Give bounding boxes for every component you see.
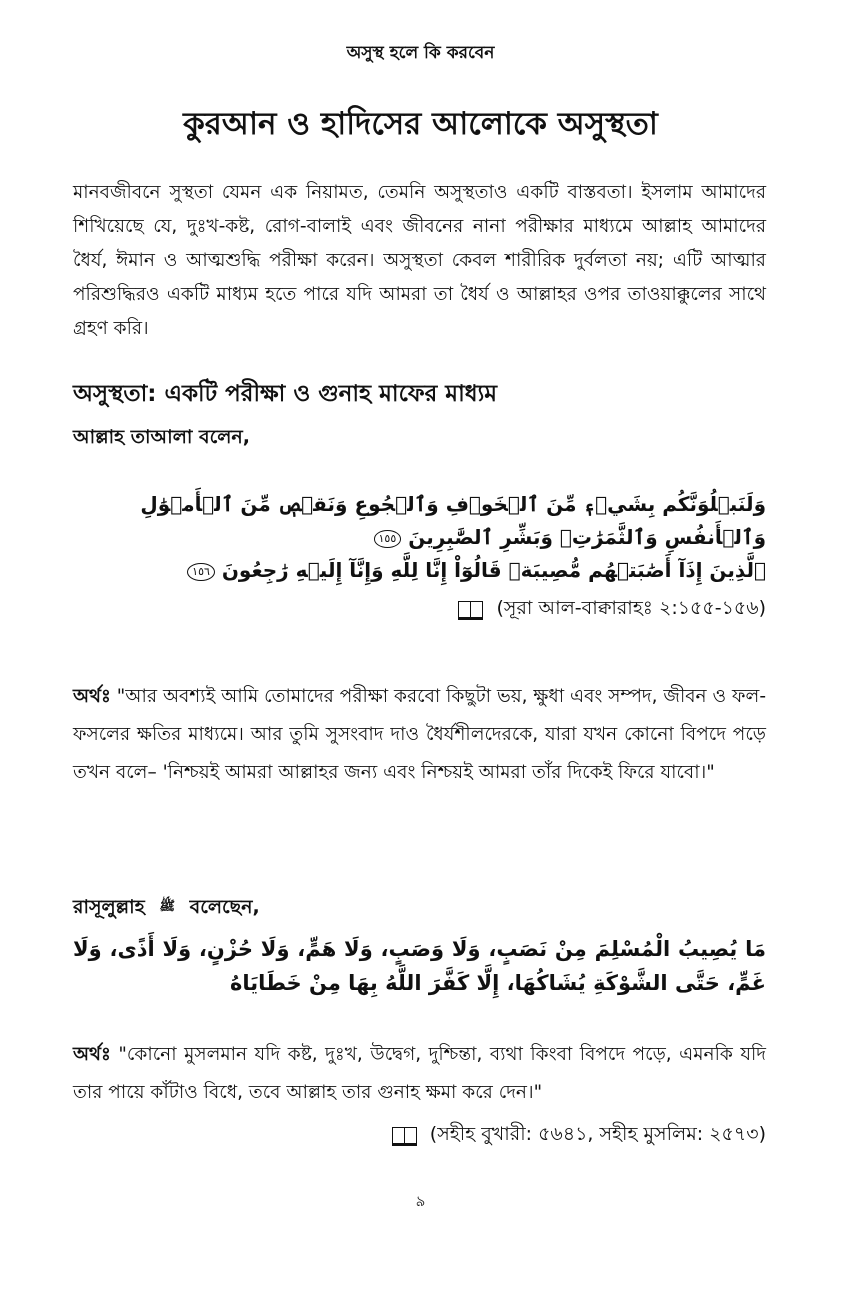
- book-icon: [458, 601, 484, 620]
- hadith-speaker: [73, 893, 260, 925]
- section-heading: অসুস্থতা: একটি পরীক্ষা ও গুনাহ মাফের মাধ্যম: [73, 381, 498, 407]
- quran-verse-156: ٱلَّذِينَ إِذَآ أَصَٰبَتۡهُم مُّصِيبَةٞ قَالُوٓاْ إِنَّا لِلَّهِ وَإِنَّآ إِلَيۡهِ رَٰجِعُونَ: [221, 558, 766, 582]
- intro-paragraph: মানবজীবনে সুস্থতা যেমন এক নিয়ামত, তেমনি অসুস্থতাও একটি বাস্তবতা। ইসলাম আমাদের শিখিয়েছে যে, দুঃখ-কষ্ট, রোগ-বালাই এবং জীবনের নানা পরীক্ষার মাধ্যমে আল্লাহ আমাদের ধৈর্য, ঈমান ও আত্মশুদ্ধি পরীক্ষা করেন। অসুস্থতা কেবল শারীরিক দুর্বলতা নয়; এটি আত্মার পরিশুদ্ধিরও একটি মাধ্যম হতে পারে যদি আমরা তা ধৈর্য ও আল্লাহর ওপর তাওয়াক্কুলের সাথে গ্রহণ করি।: [73, 182, 766, 339]
- hadith-speaker-prefix: রাসূলুল্লাহ: [73, 896, 145, 918]
- hadith-reference: [392, 1120, 766, 1152]
- quran-verse-155: وَلَنَبۡلُوَنَّكُم بِشَيۡءٖ مِّنَ ٱلۡخَوۡفِ وَٱلۡجُوعِ وَنَقۡصٖ مِّنَ ٱلۡأَمۡوَٰلِ وَٱلۡأَنفُسِ وَٱلثَّمَرَٰتِۗ وَبَشِّرِ ٱلصَّٰبِرِينَ: [140, 492, 766, 549]
- quran-speaker: আল্লাহ তাআলা বলেন,: [73, 426, 250, 448]
- quran-reference-text: (সূরা আল-বাক্বারাহঃ ২:১৫৫-১৫৬): [496, 597, 766, 619]
- hadith-translation: [73, 1036, 766, 1112]
- hadith-arabic: مَا يُصِيبُ الْمُسْلِمَ مِنْ نَصَبٍ، وَلَا وَصَبٍ، وَلَا هَمٍّ، وَلَا حُزْنٍ، وَلَا أَذًى، وَلَا غَمٍّ، حَتَّى الشَّوْكَةِ يُشَاكُهَا، إِلَّا كَفَّرَ اللَّهُ بِهَا مِنْ خَطَايَاهُ: [73, 937, 766, 995]
- book-icon: [392, 1127, 418, 1146]
- hadith-translation-text: "কোনো মুসলমান যদি কষ্ট, দুঃখ, উদ্বেগ, দুশ্চিন্তা, ব্যথা কিংবা বিপদে পড়ে, এমনকি যদি তার পায়ে কাঁটাও বিধে, তবে আল্লাহ তার গুনাহ ক্ষমা করে দেন।": [73, 1044, 766, 1103]
- ayah-number-155: ١٥٥: [374, 530, 402, 548]
- page-title: কুরআন ও হাদিসের আলোকে অসুস্থতা: [183, 106, 658, 142]
- hadith-speaker-suffix: বলেছেন,: [189, 896, 260, 918]
- page-number: ৯: [415, 1192, 426, 1210]
- quran-verses: [120, 488, 766, 587]
- salawat-glyph: ﷺ: [159, 899, 176, 914]
- translation-label: অর্থঃ: [73, 686, 111, 707]
- quran-reference: [458, 594, 766, 626]
- running-header: অসুস্থ হলে কি করবেন: [346, 43, 495, 63]
- translation-label: অর্থঃ: [73, 1044, 111, 1065]
- ayah-number-156: ١٥٦: [187, 563, 215, 581]
- quran-translation: [73, 678, 766, 792]
- quran-translation-text: "আর অবশ্যই আমি তোমাদের পরীক্ষা করবো কিছুটা ভয়, ক্ষুধা এবং সম্পদ, জীবন ও ফল-ফসলের ক্ষতির মাধ্যমে। আর তুমি সুসংবাদ দাও ধৈর্যশীলদেরকে, যারা যখন কোনো বিপদে পড়ে তখন বলে– 'নিশ্চয়ই আমরা আল্লাহর জন্য এবং নিশ্চয়ই আমরা তাঁর দিকেই ফিরে যাবো।": [73, 686, 766, 783]
- hadith-reference-text: (সহীহ বুখারী: ৫৬৪১, সহীহ মুসলিম: ২৫৭৩): [429, 1123, 766, 1145]
